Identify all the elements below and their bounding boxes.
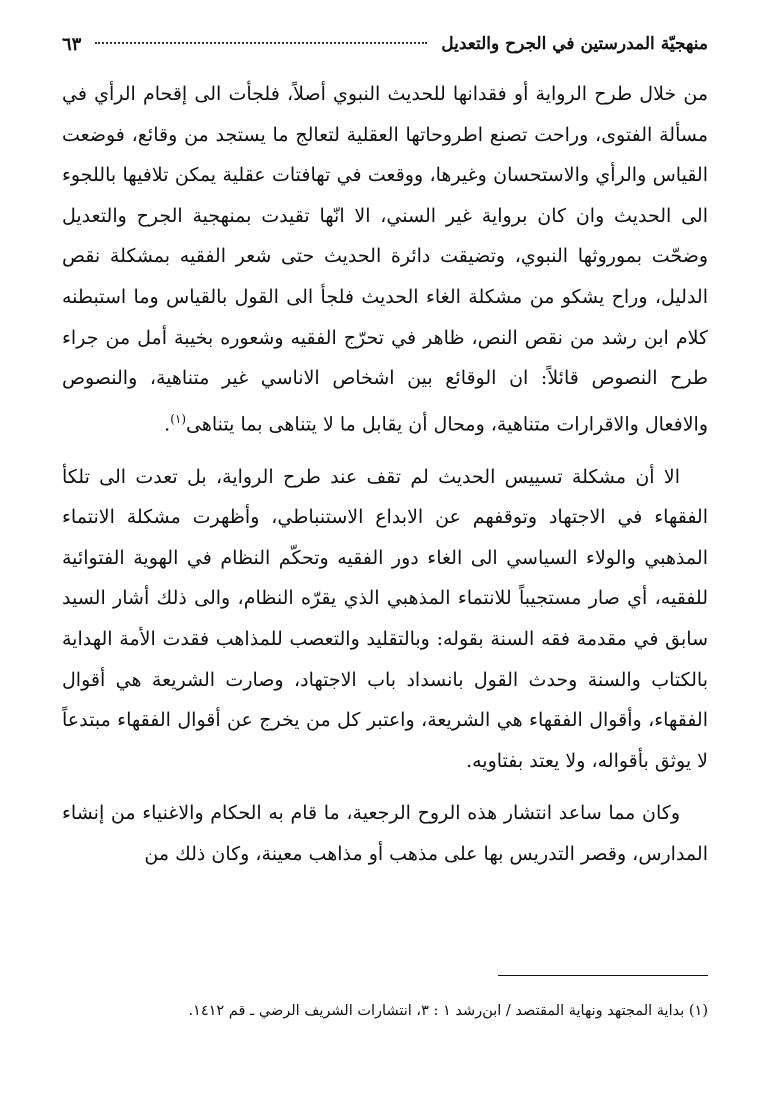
footnote: (١) بداية المجتهد ونهاية المقتصد / ابن‌رشد ١ : ٣، انتشارات الشريف الرضي ـ قم ١٤١٢.: [188, 1003, 708, 1019]
paragraph-1-text: من خلال طرح الرواية أو فقدانها للحديث النبوي أصلاً، فلجأت الى إقحام الرأي في مسألة الفتوى، وراحت تصنع اطروحاتها العقلية لتعالج ما يستجد من وقائع، فوضعت القياس والرأي والاستحسان وغيرها، ووقعت في تهافتات عقلية يمكن تلافيها باللجوء الى الحديث وان كان برواية غير السني، الا انّها تقيدت بمنهجية الجرح والتعديل وضحّت بموروثها النبوي، وتضيقت دائرة الحديث حتى شعر الفقيه بمشكلة نقص الدليل، وراح يشكو من مشكلة الغاء الحديث فلجأ الى القول بالقياس وما استبطنه كلام ابن رشد من نقص النص، ظاهر في تحرّج الفقيه وشعوره بخيبة أمل من جراء طرح النصوص قائلاً: ان الوقائع بين اشخاص الاناسي غير متناهية، والنصوص والافعال والاقرارات متناهية، ومحال أن يقابل ما لا يتناهى بما يتناهى: [62, 83, 708, 436]
paragraph-2: الا أن مشكلة تسييس الحديث لم تقف عند طرح الرواية، بل تعدت الى تلكأ الفقهاء في الاجتهاد وتوقفهم عن الابداع الاستنباطي، وأظهرت مشكلة الانتماء المذهبي والولاء السياسي الى الغاء دور الفقيه وتحكّم النظام في الهوية الفتوائية للفقيه، أي صار مستجيباً للانتماء المذهبي الذي يقرّه النظام، والى ذلك أشار السيد سابق في مقدمة فقه السنة بقوله: وبالتقليد والتعصب للمذاهب فقدت الأمة الهداية بالكتاب والسنة وحدث القول بانسداد باب الاجتهاد، وصارت الشريعة هي أقوال الفقهاء، وأقوال الفقهاء هي الشريعة، واعتبر كل من يخرج عن أقوال الفقهاء مبتدعاً لا يوثق بأقواله، ولا يعتد بفتاويه.: [62, 465, 708, 772]
paragraph-1-end: .: [164, 413, 171, 436]
paragraph-3: وكان مما ساعد انتشار هذه الروح الرجعية، ما قام به الحكام والاغنياء من إنشاء المدارس، وقصر التدريس بها على مذهب أو مذاهب معينة، وكان ذلك من: [62, 802, 708, 866]
running-header: [62, 30, 708, 58]
dot-leader: [95, 30, 427, 44]
running-title: منهجيّة المدرستين في الجرح والتعديل: [441, 34, 708, 54]
footnote-divider: [498, 975, 708, 976]
paragraph-1: [62, 74, 708, 445]
page-number: ٦٣: [62, 33, 82, 55]
body-text: [62, 74, 708, 875]
footnote-reference: (١): [170, 411, 187, 426]
